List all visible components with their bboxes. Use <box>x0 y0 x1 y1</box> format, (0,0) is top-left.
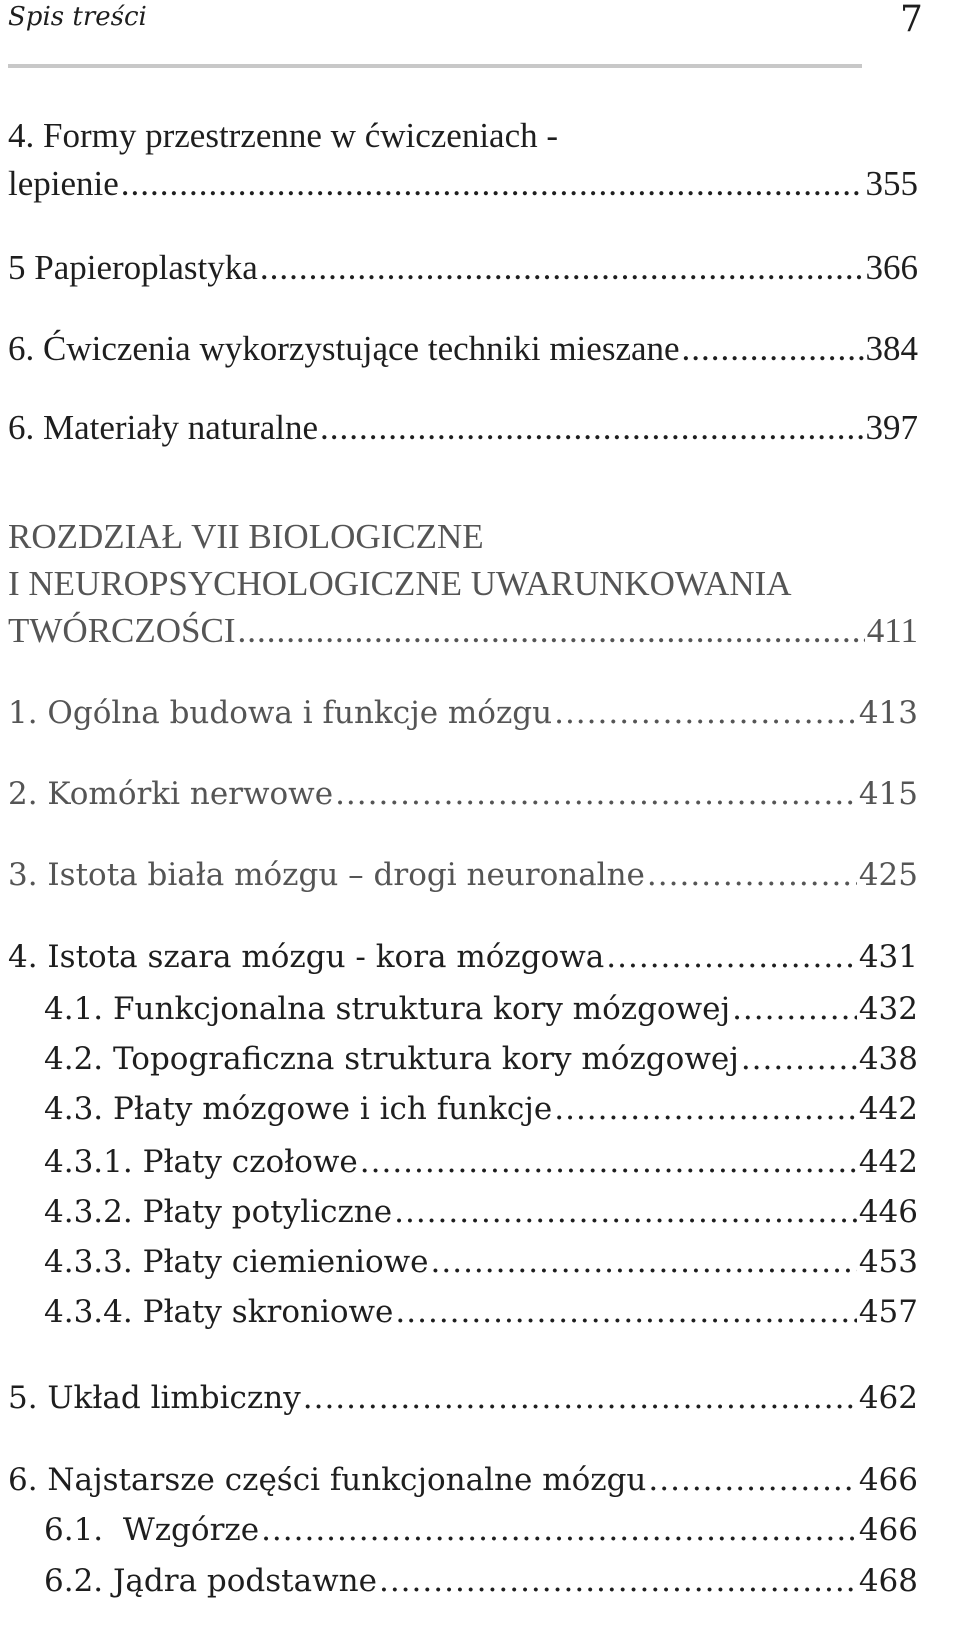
toc-dot-leader <box>335 770 857 818</box>
toc-entry[interactable] <box>8 404 918 452</box>
toc-entry-page: 462 <box>858 1380 918 1416</box>
toc-entry[interactable] <box>8 325 918 373</box>
toc-entry-label: 6. Ćwiczenia wykorzystujące techniki mieszane <box>8 329 680 368</box>
toc-dot-leader <box>682 325 864 373</box>
toc-entry-label: 5. Układ limbiczny <box>8 1380 301 1416</box>
toc-entry-page: 413 <box>858 695 918 731</box>
page-number: 7 <box>900 0 923 40</box>
toc-entry-page: 457 <box>858 1294 918 1330</box>
toc-entry-page: 432 <box>858 991 918 1027</box>
toc-entry[interactable] <box>8 770 918 818</box>
running-header-title: Spis treści <box>8 2 147 32</box>
toc-dot-leader <box>554 689 857 737</box>
toc-entry[interactable] <box>44 1188 918 1236</box>
toc-entry[interactable] <box>44 985 918 1033</box>
toc-entry-page: 466 <box>858 1462 918 1498</box>
toc-line-heading: 4. Formy przestrzenne w ćwiczeniach - <box>8 116 559 155</box>
toc-entry-label: 4.3.2. Płaty potyliczne <box>44 1194 393 1230</box>
toc-dot-leader <box>648 1456 856 1504</box>
toc-entry-page: 366 <box>865 248 918 287</box>
toc-dot-leader <box>732 985 857 1033</box>
toc-entry-label: 1. Ogólna budowa i funkcje mózgu <box>8 695 553 731</box>
toc-entry-page: 425 <box>858 857 918 893</box>
toc-entry[interactable] <box>8 689 918 737</box>
toc-dot-leader <box>394 1188 857 1236</box>
toc-dot-leader <box>379 1557 857 1605</box>
header-divider <box>8 64 862 68</box>
toc-entry-label: lepienie <box>8 164 119 203</box>
toc-entry-label: 4.3.4. Płaty skroniowe <box>44 1294 394 1330</box>
toc-dot-leader <box>261 1506 857 1554</box>
toc-dot-leader <box>238 607 865 655</box>
toc-dot-leader <box>360 1138 857 1186</box>
toc-entry-label: 5 Papieroplastyka <box>8 248 258 287</box>
toc-entry-label: 2. Komórki nerwowe <box>8 776 334 812</box>
toc-entry-page: 431 <box>858 939 918 975</box>
toc-entry-page: 446 <box>858 1194 918 1230</box>
toc-entry[interactable] <box>44 1506 918 1554</box>
toc-entry[interactable] <box>8 933 918 981</box>
toc-entry-page: 397 <box>865 408 918 447</box>
toc-dot-leader <box>260 244 864 292</box>
toc-entry-page: 466 <box>858 1512 918 1548</box>
chapter-heading-line-1: ROZDZIAŁ VII BIOLOGICZNE <box>8 517 484 556</box>
toc-entry-label: 4.3.3. Płaty ciemieniowe <box>44 1244 429 1280</box>
toc-entry[interactable] <box>44 1288 918 1336</box>
toc-entry-page: 384 <box>865 329 918 368</box>
toc-dot-leader <box>121 160 864 208</box>
toc-entry[interactable] <box>44 1035 918 1083</box>
toc-entry-label: 4.3. Płaty mózgowe i ich funkcje <box>44 1091 553 1127</box>
toc-entry[interactable] <box>44 1557 918 1605</box>
toc-dot-leader <box>741 1035 857 1083</box>
toc-entry[interactable] <box>8 1374 918 1422</box>
toc-dot-leader <box>395 1288 856 1336</box>
toc-entry[interactable] <box>8 160 918 208</box>
toc-entry-label: 4.2. Topograficzna struktura kory mózgowej <box>44 1041 739 1077</box>
toc-entry-page: 355 <box>865 164 918 203</box>
toc-entry-label: 6.1. Wzgórze <box>44 1512 260 1548</box>
toc-entry[interactable] <box>8 607 918 655</box>
toc-entry[interactable] <box>44 1138 918 1186</box>
toc-entry-label: 4.3.1. Płaty czołowe <box>44 1144 358 1180</box>
toc-entry-page: 453 <box>858 1244 918 1280</box>
toc-entry[interactable] <box>44 1085 918 1133</box>
toc-entry-page: 415 <box>858 776 918 812</box>
toc-dot-leader <box>606 933 857 981</box>
toc-entry-label: 3. Istota biała mózgu – drogi neuronalne <box>8 857 645 893</box>
toc-entry[interactable] <box>8 1456 918 1504</box>
toc-entry-page: 442 <box>858 1144 918 1180</box>
chapter-heading-line-2: I NEUROPSYCHOLOGICZNE UWARUNKOWANIA <box>8 564 792 603</box>
toc-dot-leader <box>554 1085 857 1133</box>
toc-entry-page: 468 <box>858 1563 918 1599</box>
toc-entry-label: 6. Najstarsze części funkcjonalne mózgu <box>8 1462 647 1498</box>
toc-entry[interactable] <box>8 851 918 899</box>
toc-entry-label: 4. Istota szara mózgu - kora mózgowa <box>8 939 605 975</box>
toc-entry[interactable] <box>44 1238 918 1286</box>
toc-dot-leader <box>647 851 857 899</box>
toc-entry-label: 4.1. Funkcjonalna struktura kory mózgowej <box>44 991 731 1027</box>
toc-entry[interactable] <box>8 244 918 292</box>
toc-entry-page: 411 <box>866 611 918 650</box>
toc-dot-leader <box>320 404 863 452</box>
toc-entry-label: TWÓRCZOŚCI <box>8 611 236 650</box>
toc-entry-page: 438 <box>858 1041 918 1077</box>
toc-dot-leader <box>431 1238 857 1286</box>
toc-entry-page: 442 <box>858 1091 918 1127</box>
toc-entry-label: 6.2. Jądra podstawne <box>44 1563 377 1599</box>
toc-dot-leader <box>303 1374 857 1422</box>
toc-entry-label: 6. Materiały naturalne <box>8 408 319 447</box>
